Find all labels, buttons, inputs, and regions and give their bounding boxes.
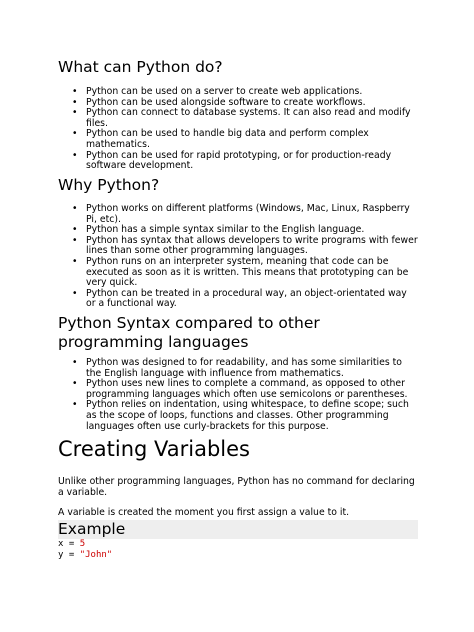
code-block — [58, 539, 418, 561]
bullet-list — [58, 87, 418, 172]
list-item: • Python runs on an interpreter system, meaning that code can be executed as soon as it is written. This means that prototyping can be very quick. — [58, 257, 418, 289]
section-heading: Why Python? — [58, 176, 160, 194]
code-number: 5 — [79, 539, 86, 549]
list-item: • Python was designed to for readability, and has some similarities to the English language with influence from mathematics. — [58, 358, 418, 379]
code-variable: x — [58, 539, 64, 549]
list-item: • Python can be used alongside software to create workflows. — [58, 98, 418, 109]
paragraph: Unlike other programming languages, Python has no command for declaring a variable. — [58, 476, 415, 498]
list-item: • Python has a simple syntax similar to the English language. — [58, 225, 418, 236]
bullet-list — [58, 204, 418, 310]
example-block — [58, 520, 418, 561]
section-heading: Python Syntax compared to other programming languages — [58, 314, 320, 351]
page-heading: Creating Variables — [58, 437, 250, 461]
section-python-syntax — [58, 314, 418, 432]
list-item: • Python can connect to database systems. It can also read and modify files. — [58, 108, 418, 129]
paragraph: A variable is created the moment you first assign a value to it. — [58, 507, 350, 518]
code-operator: = — [63, 539, 80, 549]
section-what-can-python-do — [58, 58, 418, 172]
list-item: • Python relies on indentation, using whitespace, to define scope; such as the scope of loops, functions and classes. Other programming languages often use curly-brackets for this purpose. — [58, 400, 418, 432]
list-item: • Python works on different platforms (Windows, Mac, Linux, Raspberry Pi, etc). — [58, 204, 418, 225]
example-heading: Example — [58, 520, 418, 539]
code-string: "John" — [79, 550, 113, 560]
bullet-list — [58, 358, 418, 432]
list-item: • Python has syntax that allows developers to write programs with fewer lines than some other programming languages. — [58, 236, 418, 257]
section-creating-variables — [58, 436, 418, 518]
list-item: • Python uses new lines to complete a command, as opposed to other programming languages which often use semicolons or parentheses. — [58, 379, 418, 400]
list-item: • Python can be treated in a procedural way, an object-orientated way or a functional way. — [58, 289, 418, 310]
list-item: • Python can be used to handle big data and perform complex mathematics. — [58, 129, 418, 150]
list-item: • Python can be used on a server to create web applications. — [58, 87, 418, 98]
section-why-python — [58, 176, 418, 310]
code-variable: y — [58, 550, 64, 560]
section-heading: What can Python do? — [58, 58, 223, 76]
list-item: • Python can be used for rapid prototyping, or for production-ready software development. — [58, 151, 418, 172]
code-operator: = — [63, 550, 80, 560]
